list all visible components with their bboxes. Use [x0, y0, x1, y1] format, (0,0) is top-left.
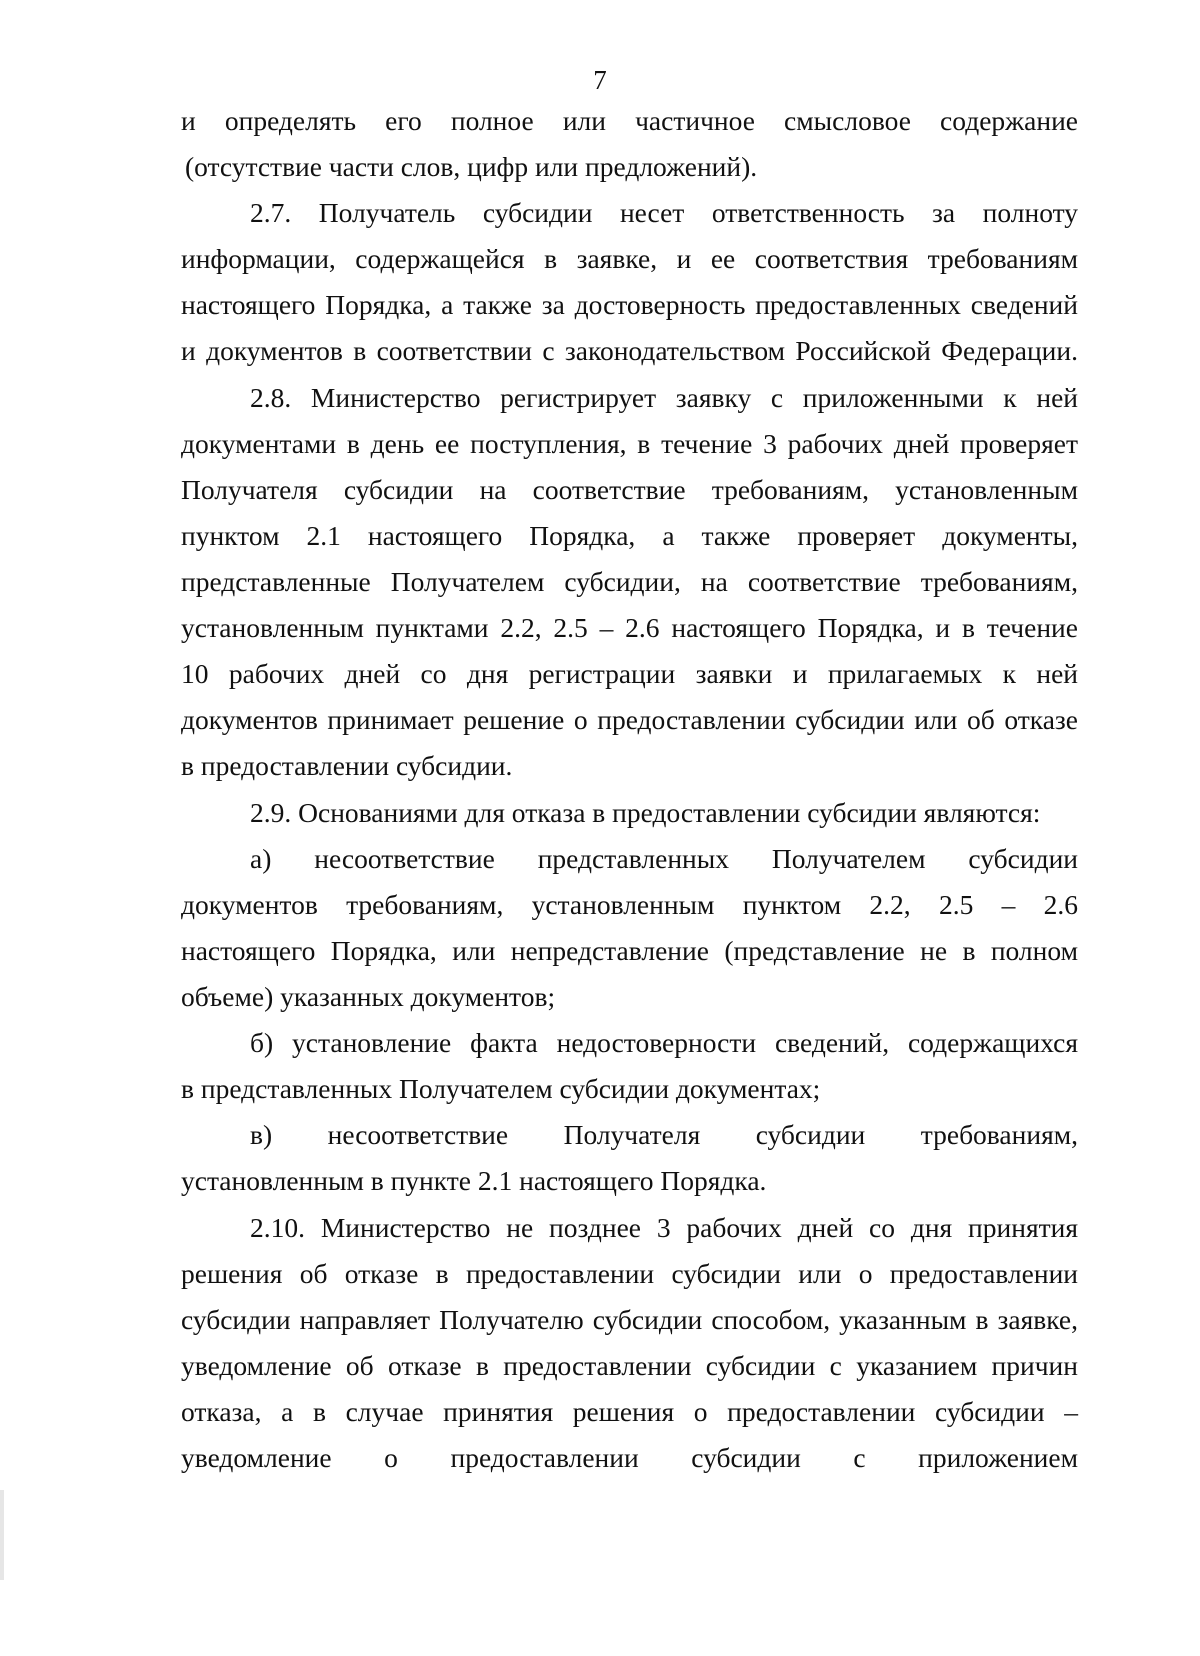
text-line: субсидии направляет Получателю субсидии способом, указанным в заявке,: [181, 1304, 1078, 1335]
text-line: Получателя субсидии на соответствие требованиям, установленным: [181, 474, 1078, 505]
text-line: документов принимает решение о предоставлении субсидии или об отказе: [181, 704, 1078, 735]
text-line: настоящего Порядка, или непредставление (представление не в полном: [181, 935, 1078, 966]
scan-edge-mark: [0, 1490, 4, 1580]
text-line: решения об отказе в предоставлении субсидии или о предоставлении: [181, 1258, 1078, 1289]
text-line: и документов в соответствии с законодательством Российской Федерации.: [181, 335, 1078, 366]
text-line: информации, содержащейся в заявке, и ее соответствия требованиям: [181, 243, 1078, 274]
text-line: в) несоответствие Получателя субсидии требованиям,: [250, 1119, 1078, 1150]
text-line: установленным пунктами 2.2, 2.5 – 2.6 настоящего Порядка, и в течение: [181, 612, 1078, 643]
text-line: документами в день ее поступления, в течение 3 рабочих дней проверяет: [181, 428, 1078, 459]
text-line: и определять его полное или частичное смысловое содержание: [181, 105, 1078, 136]
text-line: уведомление о предоставлении субсидии с приложением: [181, 1442, 1078, 1473]
text-line: отказа, а в случае принятия решения о предоставлении субсидии –: [181, 1396, 1078, 1427]
text-line: 2.7. Получатель субсидии несет ответственность за полноту: [250, 197, 1078, 228]
page-number: 7: [593, 65, 607, 95]
text-line: объеме) указанных документов;: [181, 981, 556, 1012]
text-line: 2.8. Министерство регистрирует заявку с приложенными к ней: [250, 382, 1078, 413]
text-line: 2.10. Министерство не позднее 3 рабочих дней со дня принятия: [250, 1212, 1078, 1243]
text-line: представленные Получателем субсидии, на соответствие требованиям,: [181, 566, 1078, 597]
text-line: в представленных Получателем субсидии документах;: [181, 1073, 821, 1104]
text-line: 10 рабочих дней со дня регистрации заявки и прилагаемых к ней: [181, 658, 1078, 689]
text-line: в предоставлении субсидии.: [181, 750, 513, 781]
text-line: документов требованиям, установленным пунктом 2.2, 2.5 – 2.6: [181, 889, 1078, 920]
text-line: (отсутствие части слов, цифр или предложений).: [185, 151, 758, 182]
text-line: уведомление об отказе в предоставлении субсидии с указанием причин: [181, 1350, 1078, 1381]
text-line: настоящего Порядка, а также за достоверность предоставленных сведений: [181, 289, 1078, 320]
text-line: установленным в пункте 2.1 настоящего Порядка.: [181, 1165, 767, 1196]
text-line: пунктом 2.1 настоящего Порядка, а также проверяет документы,: [181, 520, 1078, 551]
text-line: б) установление факта недостоверности сведений, содержащихся: [250, 1027, 1078, 1058]
text-line: а) несоответствие представленных Получателем субсидии: [250, 843, 1078, 874]
text-line: 2.9. Основаниями для отказа в предоставлении субсидии являются:: [250, 797, 1041, 828]
